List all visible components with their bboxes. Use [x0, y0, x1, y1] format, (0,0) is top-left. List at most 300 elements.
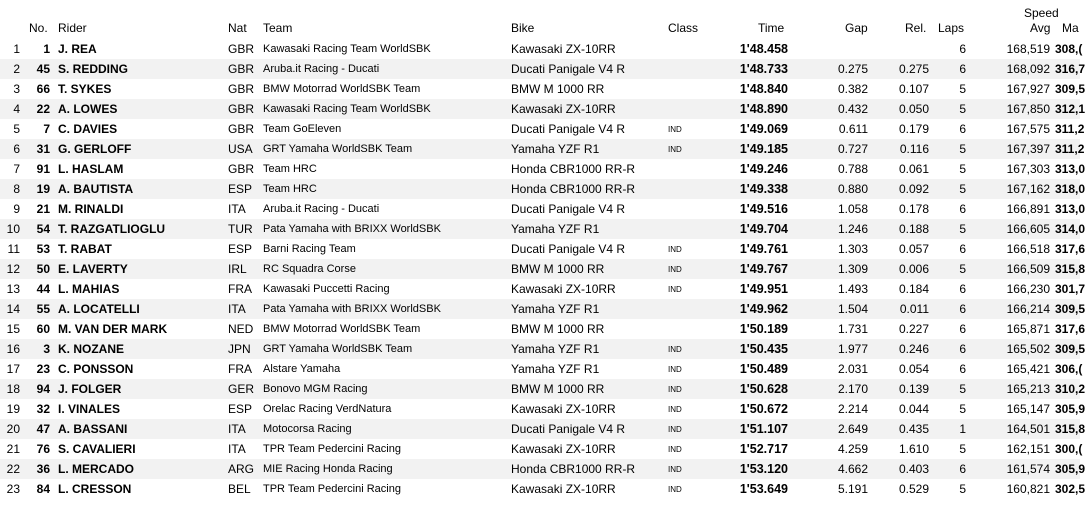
max-speed-cell: 311,2: [1055, 142, 1085, 156]
position-cell: 19: [6, 402, 20, 416]
rel-gap-cell: 0.050: [898, 102, 929, 116]
nationality-cell: GBR: [228, 102, 255, 116]
bike-cell: Kawasaki ZX-10RR: [511, 102, 616, 116]
team-cell: TPR Team Pedercini Racing: [263, 443, 401, 455]
gap-cell: 0.382: [837, 82, 868, 96]
rider-number-cell: 47: [36, 422, 50, 436]
col-header-rider: Rider: [58, 21, 87, 35]
team-cell: Pata Yamaha with BRIXX WorldSBK: [263, 303, 441, 315]
rider-name-cell: T. RABAT: [58, 242, 112, 256]
table-row: [0, 299, 1085, 319]
rel-gap-cell: 0.107: [898, 82, 929, 96]
bike-cell: Ducati Panigale V4 R: [511, 242, 626, 256]
bike-cell: Ducati Panigale V4 R: [511, 62, 626, 76]
lap-time-cell: 1'50.672: [739, 402, 788, 416]
bike-cell: BMW M 1000 RR: [511, 382, 605, 396]
lap-time-cell: 1'49.338: [739, 182, 788, 196]
nationality-cell: GBR: [228, 82, 255, 96]
avg-speed-cell: 167,927: [1006, 82, 1050, 96]
team-cell: Orelac Racing VerdNatura: [263, 403, 392, 415]
max-speed-cell: 305,9: [1055, 462, 1085, 476]
team-cell: Kawasaki Racing Team WorldSBK: [263, 103, 431, 115]
nationality-cell: ESP: [228, 402, 253, 416]
team-cell: Team HRC: [263, 183, 317, 195]
max-speed-cell: 309,5: [1055, 342, 1085, 356]
rider-name-cell: S. CAVALIERI: [58, 442, 136, 456]
rider-number-cell: 21: [36, 202, 50, 216]
rider-number-cell: 3: [43, 342, 50, 356]
avg-speed-cell: 162,151: [1006, 442, 1050, 456]
lap-time-cell: 1'48.733: [739, 62, 788, 76]
rider-number-cell: 19: [36, 182, 50, 196]
table-row: [0, 259, 1085, 279]
rider-name-cell: M. RINALDI: [58, 202, 124, 216]
laps-cell: 6: [959, 462, 966, 476]
bike-cell: Ducati Panigale V4 R: [511, 422, 626, 436]
position-cell: 13: [6, 282, 20, 296]
avg-speed-cell: 165,213: [1006, 382, 1050, 396]
rel-gap-cell: 0.054: [898, 362, 929, 376]
avg-speed-cell: 166,605: [1006, 222, 1050, 236]
speed-group-header: Speed: [1024, 6, 1059, 20]
nationality-cell: IRL: [228, 262, 247, 276]
position-cell: 14: [6, 302, 20, 316]
rider-number-cell: 50: [36, 262, 50, 276]
gap-cell: 1.731: [837, 322, 868, 336]
rel-gap-cell: 0.011: [899, 302, 929, 316]
team-cell: Bonovo MGM Racing: [263, 383, 368, 395]
team-cell: Team HRC: [263, 163, 317, 175]
class-cell: IND: [668, 485, 682, 494]
col-header-nat: Nat: [228, 21, 247, 35]
laps-cell: 5: [959, 402, 966, 416]
bike-cell: Kawasaki ZX-10RR: [511, 42, 616, 56]
rider-name-cell: S. REDDING: [58, 62, 129, 76]
gap-cell: 1.246: [837, 222, 868, 236]
rel-gap-cell: 0.057: [898, 242, 929, 256]
class-cell: IND: [668, 465, 682, 474]
position-cell: 10: [6, 222, 20, 236]
bike-cell: BMW M 1000 RR: [511, 262, 605, 276]
rider-name-cell: I. VINALES: [58, 402, 121, 416]
table-row: [0, 219, 1085, 239]
table-row: [0, 79, 1085, 99]
position-cell: 5: [13, 122, 20, 136]
rider-number-cell: 55: [36, 302, 50, 316]
lap-time-cell: 1'48.458: [739, 42, 788, 56]
team-cell: Alstare Yamaha: [263, 363, 341, 375]
position-cell: 1: [13, 42, 20, 56]
col-header-max: Ma: [1062, 21, 1079, 35]
laps-cell: 5: [959, 442, 966, 456]
position-cell: 12: [6, 262, 20, 276]
lap-time-cell: 1'48.840: [739, 82, 788, 96]
max-speed-cell: 317,6: [1055, 242, 1085, 256]
laps-cell: 6: [959, 122, 966, 136]
avg-speed-cell: 167,850: [1006, 102, 1050, 116]
rider-name-cell: G. GERLOFF: [58, 142, 132, 156]
table-row: [0, 359, 1083, 379]
max-speed-cell: 318,0: [1055, 182, 1085, 196]
avg-speed-cell: 166,518: [1006, 242, 1050, 256]
col-header-class: Class: [668, 21, 699, 35]
lap-time-cell: 1'49.767: [739, 262, 788, 276]
rider-number-cell: 84: [36, 482, 50, 496]
gap-cell: 4.259: [837, 442, 868, 456]
table-row: [0, 39, 1083, 59]
team-cell: TPR Team Pedercini Racing: [263, 483, 401, 495]
bike-cell: Kawasaki ZX-10RR: [511, 482, 616, 496]
max-speed-cell: 310,2: [1055, 382, 1085, 396]
max-speed-cell: 302,5: [1055, 482, 1085, 496]
team-cell: MIE Racing Honda Racing: [263, 463, 393, 475]
rel-gap-cell: 0.044: [898, 402, 929, 416]
team-cell: GRT Yamaha WorldSBK Team: [263, 343, 413, 355]
rider-number-cell: 31: [36, 142, 50, 156]
rel-gap-cell: 0.246: [898, 342, 929, 356]
bike-cell: Kawasaki ZX-10RR: [511, 442, 616, 456]
lap-time-cell: 1'53.120: [739, 462, 788, 476]
max-speed-cell: 312,1: [1055, 102, 1085, 116]
max-speed-cell: 311,2: [1055, 122, 1085, 136]
position-cell: 3: [13, 82, 20, 96]
max-speed-cell: 306,(: [1055, 362, 1083, 376]
avg-speed-cell: 167,303: [1006, 162, 1050, 176]
rider-number-cell: 23: [36, 362, 50, 376]
lap-time-cell: 1'50.489: [739, 362, 788, 376]
laps-cell: 5: [959, 102, 966, 116]
bike-cell: Honda CBR1000 RR-R: [511, 462, 636, 476]
rel-gap-cell: 0.184: [898, 282, 929, 296]
team-cell: Motocorsa Racing: [263, 423, 352, 435]
class-cell: IND: [668, 345, 682, 354]
position-cell: 9: [13, 202, 20, 216]
max-speed-cell: 313,0: [1055, 202, 1085, 216]
gap-cell: 0.880: [837, 182, 868, 196]
avg-speed-cell: 167,397: [1006, 142, 1050, 156]
rel-gap-cell: 0.116: [899, 142, 929, 156]
gap-cell: 5.191: [837, 482, 868, 496]
gap-cell: 2.649: [837, 422, 868, 436]
nationality-cell: GBR: [228, 162, 255, 176]
rider-name-cell: T. SYKES: [58, 82, 112, 96]
avg-speed-cell: 165,871: [1006, 322, 1050, 336]
rider-number-cell: 45: [36, 62, 50, 76]
laps-cell: 6: [959, 342, 966, 356]
rider-number-cell: 53: [36, 242, 50, 256]
table-row: [0, 179, 1085, 199]
rider-name-cell: J. REA: [58, 42, 97, 56]
rider-name-cell: A. LOCATELLI: [58, 302, 140, 316]
laps-cell: 6: [959, 202, 966, 216]
nationality-cell: ARG: [228, 462, 255, 476]
lap-time-cell: 1'49.962: [739, 302, 788, 316]
lap-time-cell: 1'50.628: [739, 382, 788, 396]
max-speed-cell: 317,6: [1055, 322, 1085, 336]
position-cell: 7: [13, 162, 20, 176]
team-cell: Barni Racing Team: [263, 243, 356, 255]
lap-time-cell: 1'49.069: [739, 122, 788, 136]
class-cell: IND: [668, 265, 682, 274]
lap-time-cell: 1'49.516: [739, 202, 788, 216]
team-cell: RC Squadra Corse: [263, 263, 356, 275]
rider-name-cell: A. LOWES: [58, 102, 118, 116]
nationality-cell: NED: [228, 322, 254, 336]
max-speed-cell: 313,0: [1055, 162, 1085, 176]
gap-cell: 2.170: [837, 382, 868, 396]
nationality-cell: ITA: [228, 302, 246, 316]
avg-speed-cell: 167,575: [1006, 122, 1050, 136]
nationality-cell: ESP: [228, 182, 253, 196]
bike-cell: Yamaha YZF R1: [511, 302, 600, 316]
avg-speed-cell: 167,162: [1006, 182, 1050, 196]
gap-cell: 2.031: [837, 362, 868, 376]
rel-gap-cell: 0.061: [898, 162, 929, 176]
rel-gap-cell: 1.610: [898, 442, 929, 456]
max-speed-cell: 301,7: [1055, 282, 1085, 296]
rider-name-cell: A. BASSANI: [58, 422, 128, 436]
rider-name-cell: K. NOZANE: [58, 342, 124, 356]
gap-cell: 1.504: [837, 302, 868, 316]
rider-name-cell: L. HASLAM: [58, 162, 124, 176]
bike-cell: Kawasaki ZX-10RR: [511, 402, 616, 416]
rider-name-cell: L. MERCADO: [58, 462, 134, 476]
rider-number-cell: 7: [43, 122, 50, 136]
team-cell: Kawasaki Racing Team WorldSBK: [263, 43, 431, 55]
position-cell: 11: [7, 242, 20, 256]
max-speed-cell: 308,(: [1055, 42, 1083, 56]
avg-speed-cell: 165,502: [1006, 342, 1050, 356]
max-speed-cell: 316,7: [1055, 62, 1085, 76]
gap-cell: 1.309: [837, 262, 868, 276]
avg-speed-cell: 166,214: [1006, 302, 1050, 316]
nationality-cell: GER: [228, 382, 255, 396]
max-speed-cell: 315,8: [1055, 422, 1085, 436]
rider-number-cell: 66: [36, 82, 50, 96]
avg-speed-cell: 165,421: [1006, 362, 1050, 376]
laps-cell: 6: [959, 62, 966, 76]
gap-cell: 0.275: [837, 62, 868, 76]
team-cell: BMW Motorrad WorldSBK Team: [263, 323, 421, 335]
class-cell: IND: [668, 445, 682, 454]
class-cell: IND: [668, 405, 682, 414]
rel-gap-cell: 0.403: [898, 462, 929, 476]
laps-cell: 5: [959, 142, 966, 156]
table-row: [0, 319, 1085, 339]
table-row: [0, 159, 1085, 179]
rider-name-cell: C. DAVIES: [58, 122, 118, 136]
lap-time-cell: 1'51.107: [739, 422, 788, 436]
table-row: [0, 199, 1085, 219]
position-cell: 2: [13, 62, 20, 76]
nationality-cell: GBR: [228, 62, 255, 76]
rider-number-cell: 60: [36, 322, 50, 336]
nationality-cell: FRA: [228, 282, 252, 296]
avg-speed-cell: 161,574: [1006, 462, 1050, 476]
laps-cell: 6: [959, 242, 966, 256]
gap-cell: 0.727: [837, 142, 868, 156]
table-row: [0, 99, 1085, 119]
lap-time-cell: 1'50.435: [739, 342, 788, 356]
lap-time-cell: 1'49.704: [739, 222, 788, 236]
rider-number-cell: 54: [36, 222, 50, 236]
nationality-cell: ITA: [228, 442, 246, 456]
lap-time-cell: 1'49.246: [739, 162, 788, 176]
position-cell: 16: [6, 342, 20, 356]
bike-cell: BMW M 1000 RR: [511, 322, 605, 336]
bike-cell: Yamaha YZF R1: [511, 362, 600, 376]
rider-number-cell: 1: [43, 42, 50, 56]
nationality-cell: USA: [228, 142, 253, 156]
rider-name-cell: C. PONSSON: [58, 362, 134, 376]
position-cell: 4: [13, 102, 20, 116]
table-row: [0, 379, 1085, 399]
rel-gap-cell: 0.006: [898, 262, 929, 276]
table-row: [0, 59, 1085, 79]
rel-gap-cell: 0.139: [898, 382, 929, 396]
avg-speed-cell: 168,519: [1006, 42, 1050, 56]
col-header-avg: Avg: [1030, 21, 1051, 35]
nationality-cell: BEL: [228, 482, 251, 496]
max-speed-cell: 305,9: [1055, 402, 1085, 416]
laps-cell: 5: [959, 162, 966, 176]
rel-gap-cell: 0.178: [898, 202, 929, 216]
bike-cell: Ducati Panigale V4 R: [511, 122, 626, 136]
laps-cell: 5: [959, 482, 966, 496]
col-header-time: Time: [758, 21, 785, 35]
lap-time-cell: 1'52.717: [739, 442, 788, 456]
laps-cell: 6: [959, 302, 966, 316]
class-cell: IND: [668, 365, 682, 374]
rel-gap-cell: 0.179: [898, 122, 929, 136]
table-row: [0, 119, 1085, 139]
lap-time-cell: 1'49.761: [739, 242, 788, 256]
table-row: [0, 279, 1085, 299]
rider-name-cell: J. FOLGER: [58, 382, 122, 396]
avg-speed-cell: 168,092: [1006, 62, 1050, 76]
rider-number-cell: 32: [36, 402, 50, 416]
bike-cell: Ducati Panigale V4 R: [511, 202, 626, 216]
col-header-gap: Gap: [845, 21, 868, 35]
team-cell: GRT Yamaha WorldSBK Team: [263, 143, 413, 155]
rider-name-cell: E. LAVERTY: [58, 262, 128, 276]
position-cell: 6: [13, 142, 20, 156]
bike-cell: Yamaha YZF R1: [511, 142, 600, 156]
position-cell: 17: [6, 362, 20, 376]
rider-number-cell: 44: [36, 282, 50, 296]
rel-gap-cell: 0.092: [898, 182, 929, 196]
gap-cell: 0.432: [837, 102, 868, 116]
gap-cell: 1.058: [837, 202, 868, 216]
position-cell: 23: [6, 482, 20, 496]
table-row: [0, 239, 1085, 259]
rider-name-cell: T. RAZGATLIOGLU: [58, 222, 166, 236]
table-row: [0, 479, 1085, 499]
avg-speed-cell: 164,501: [1006, 422, 1050, 436]
team-cell: BMW Motorrad WorldSBK Team: [263, 83, 421, 95]
laps-cell: 1: [959, 422, 966, 436]
rider-number-cell: 22: [36, 102, 50, 116]
team-cell: Pata Yamaha with BRIXX WorldSBK: [263, 223, 441, 235]
class-cell: IND: [668, 385, 682, 394]
nationality-cell: JPN: [228, 342, 251, 356]
nationality-cell: ITA: [228, 422, 246, 436]
nationality-cell: ITA: [228, 202, 246, 216]
position-cell: 8: [13, 182, 20, 196]
team-cell: Aruba.it Racing - Ducati: [263, 63, 380, 75]
avg-speed-cell: 166,509: [1006, 262, 1050, 276]
laps-cell: 5: [959, 182, 966, 196]
rider-name-cell: L. CRESSON: [58, 482, 132, 496]
table-row: [0, 439, 1083, 459]
gap-cell: 1.303: [837, 242, 868, 256]
avg-speed-cell: 166,230: [1006, 282, 1050, 296]
rider-name-cell: A. BAUTISTA: [58, 182, 134, 196]
gap-cell: 1.493: [837, 282, 868, 296]
gap-cell: 0.611: [838, 122, 868, 136]
team-cell: Kawasaki Puccetti Racing: [263, 283, 390, 295]
class-cell: IND: [668, 285, 682, 294]
max-speed-cell: 309,5: [1055, 82, 1085, 96]
table-row: [0, 399, 1085, 419]
max-speed-cell: 314,0: [1055, 222, 1085, 236]
bike-cell: Yamaha YZF R1: [511, 222, 600, 236]
position-cell: 20: [6, 422, 20, 436]
position-cell: 18: [6, 382, 20, 396]
table-row: [0, 139, 1085, 159]
gap-cell: 1.977: [837, 342, 868, 356]
laps-cell: 5: [959, 222, 966, 236]
lap-time-cell: 1'48.890: [739, 102, 788, 116]
laps-cell: 6: [959, 42, 966, 56]
laps-cell: 6: [959, 362, 966, 376]
col-header-no: No.: [29, 21, 48, 35]
nationality-cell: GBR: [228, 122, 255, 136]
laps-cell: 5: [959, 262, 966, 276]
nationality-cell: TUR: [228, 222, 253, 236]
laps-cell: 6: [959, 282, 966, 296]
avg-speed-cell: 160,821: [1006, 482, 1050, 496]
bike-cell: BMW M 1000 RR: [511, 82, 605, 96]
table-row: [0, 339, 1085, 359]
bike-cell: Kawasaki ZX-10RR: [511, 282, 616, 296]
laps-cell: 5: [959, 82, 966, 96]
col-header-laps: Laps: [938, 21, 965, 35]
position-cell: 21: [6, 442, 20, 456]
class-cell: IND: [668, 125, 682, 134]
bike-cell: Honda CBR1000 RR-R: [511, 182, 636, 196]
rel-gap-cell: 0.275: [898, 62, 929, 76]
gap-cell: 4.662: [837, 462, 868, 476]
rider-number-cell: 91: [36, 162, 50, 176]
avg-speed-cell: 166,891: [1006, 202, 1050, 216]
max-speed-cell: 309,5: [1055, 302, 1085, 316]
position-cell: 15: [6, 322, 20, 336]
col-header-rel: Rel.: [905, 21, 927, 35]
team-cell: Aruba.it Racing - Ducati: [263, 203, 380, 215]
nationality-cell: GBR: [228, 42, 255, 56]
rider-name-cell: L. MAHIAS: [58, 282, 120, 296]
table-row: [0, 419, 1085, 439]
laps-cell: 5: [959, 382, 966, 396]
bike-cell: Honda CBR1000 RR-R: [511, 162, 636, 176]
lap-time-cell: 1'49.185: [739, 142, 788, 156]
max-speed-cell: 300,(: [1055, 442, 1083, 456]
class-cell: IND: [668, 425, 682, 434]
nationality-cell: ESP: [228, 242, 253, 256]
class-cell: IND: [668, 145, 682, 154]
rel-gap-cell: 0.529: [898, 482, 929, 496]
